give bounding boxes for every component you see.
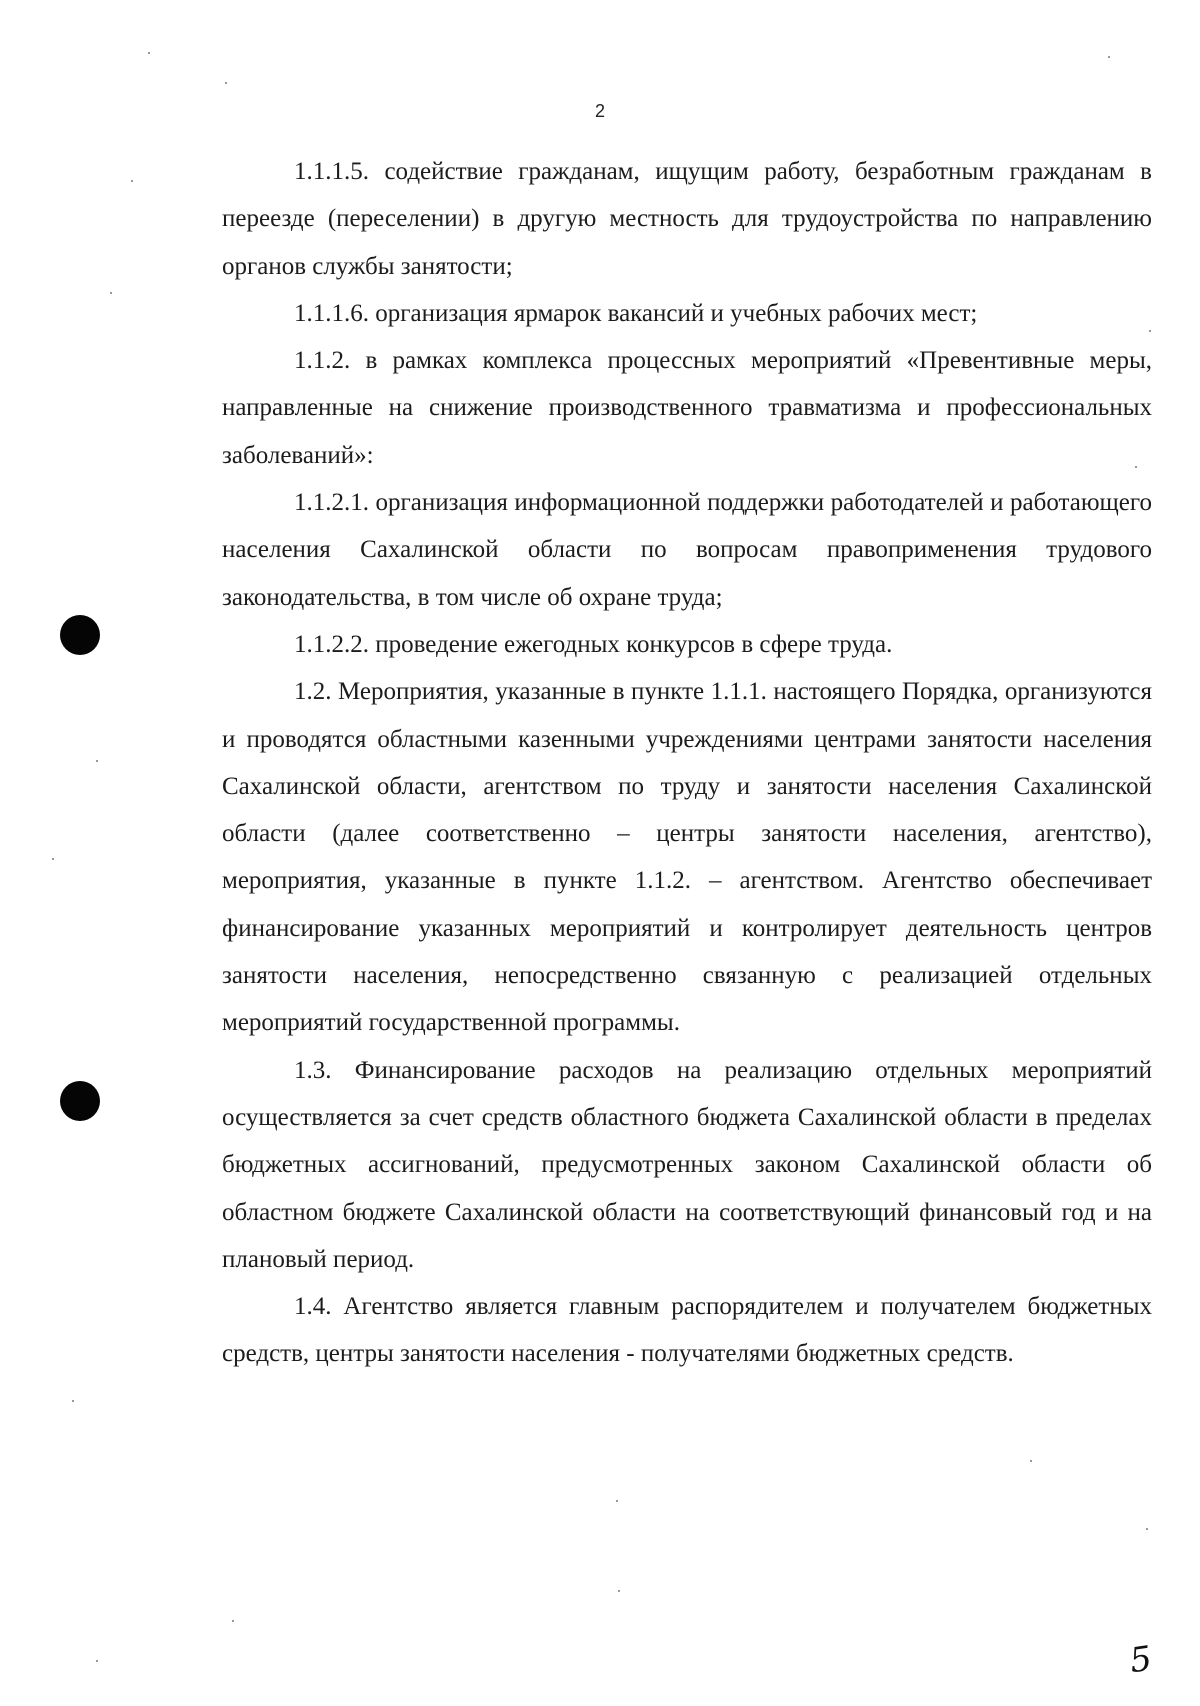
scan-speck [616, 1500, 618, 1502]
scan-speck [1108, 56, 1110, 58]
page-number: 2 [594, 101, 605, 121]
scan-speck [148, 52, 150, 54]
punch-hole-bottom [60, 1081, 100, 1121]
punch-hole-top [60, 615, 100, 655]
scan-speck [96, 760, 98, 762]
scan-speck [96, 1660, 98, 1662]
paragraph-1-1-1-5: 1.1.1.5. содействие гражданам, ищущим работу, безработным гражданам в переезде (переселении) в другую местность для трудоустройства по направлению органов службы занятости; [222, 158, 1152, 280]
document-body [222, 148, 1152, 1378]
scan-speck [225, 82, 227, 84]
scan-speck [131, 180, 133, 182]
paragraph-1-1-2-1: 1.1.2.1. организация информационной поддержки работодателей и работающего населения Сахалинской области по вопросам правоприменения трудового законодательства, в том числе об охране труда; [222, 489, 1152, 611]
scan-speck [110, 292, 112, 294]
paragraph-1-1-2: 1.1.2. в рамках комплекса процессных мероприятий «Превентивные меры, направленные на снижение производственного травматизма и профессиональных заболеваний»: [222, 347, 1152, 469]
paragraph-1-1-2-2: 1.1.2.2. проведение ежегодных конкурсов в сфере труда. [294, 630, 893, 658]
scan-speck [72, 1400, 74, 1402]
paragraph-1-2: 1.2. Мероприятия, указанные в пункте 1.1.1. настоящего Порядка, организуются и проводятся областными казенными учреждениями центрами занятости населения Сахалинской области, агентством по труду и занятости населения Сахалинской области (далее соответственно – центры занятости населения, агентство), мероприятия, указанные в пункте 1.1.2. – агентством. Агентство обеспечивает финансирование указанных мероприятий и контролирует деятельность центров занятости населения, непосредственно связанную с реализацией отдельных мероприятий государственной программы. [222, 678, 1152, 1037]
scan-speck [1146, 1528, 1148, 1530]
scan-speck [52, 858, 54, 860]
paragraph-1-4: 1.4. Агентство является главным распорядителем и получателем бюджетных средств, центры занятости населения - получателями бюджетных средств. [222, 1293, 1152, 1368]
scan-speck [1149, 330, 1151, 332]
handwritten-page-mark: 5 [1127, 1638, 1155, 1682]
paragraph-1-3: 1.3. Финансирование расходов на реализацию отдельных мероприятий осуществляется за счет средств областного бюджета Сахалинской области в пределах бюджетных ассигнований, предусмотренных законом Сахалинской области об областном бюджете Сахалинской области на соответствующий финансовый год и на плановый период. [222, 1056, 1152, 1273]
scan-speck [1135, 466, 1137, 468]
paragraph-1-1-1-6: 1.1.1.6. организация ярмарок вакансий и учебных рабочих мест; [294, 299, 978, 327]
scan-speck [232, 1620, 234, 1622]
scan-speck [1030, 1460, 1032, 1462]
scan-speck [618, 1590, 620, 1592]
